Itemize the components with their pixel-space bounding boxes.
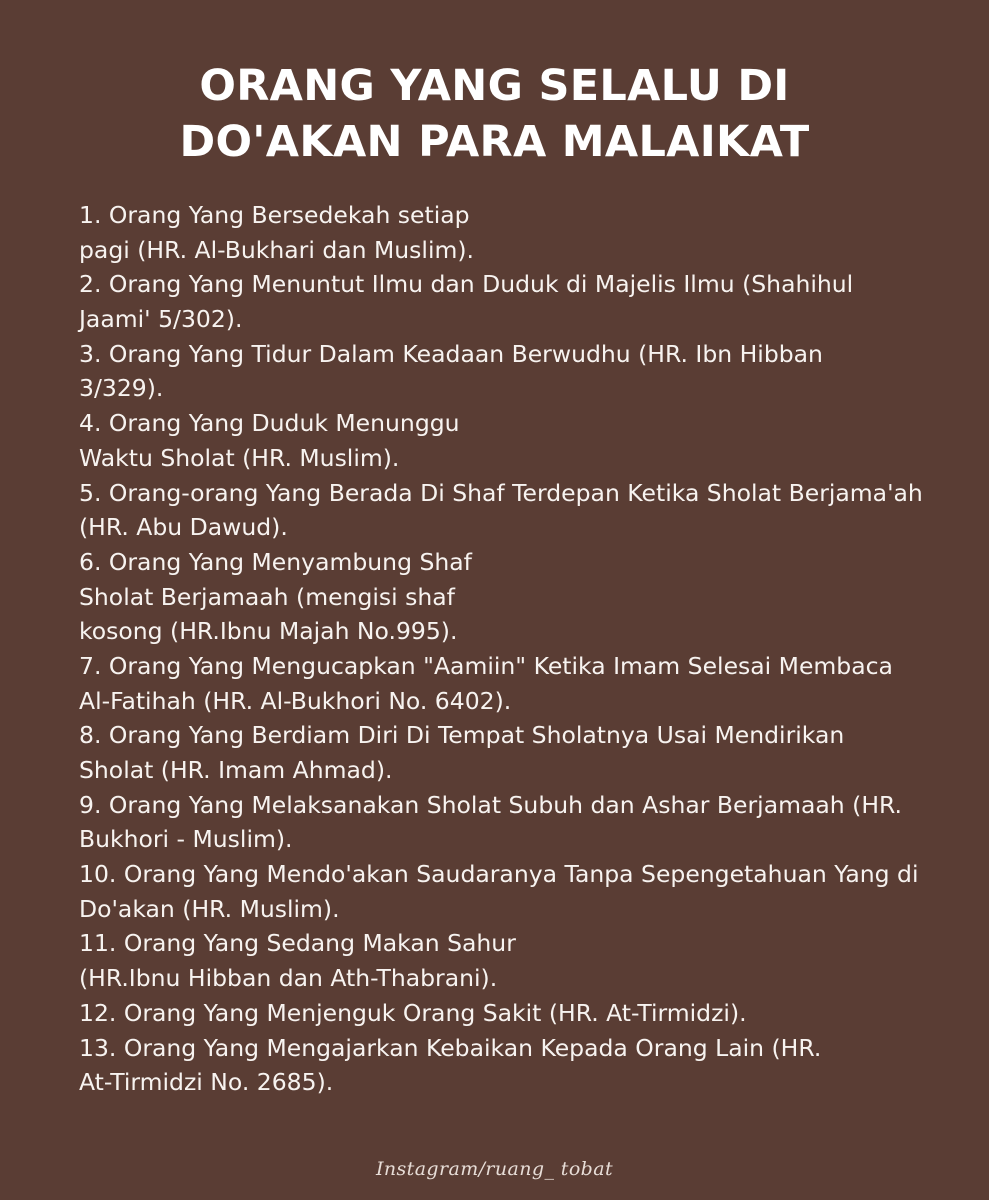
- list-line: 6. Orang Yang Menyambung Shaf: [79, 547, 472, 576]
- list-line: kosong (HR.Ibnu Majah No.995).: [79, 617, 458, 646]
- title-line-2: DO'AKAN PARA MALAIKAT: [179, 117, 810, 167]
- title-line-1: ORANG YANG SELALU DI: [199, 61, 790, 111]
- list-line: pagi (HR. Al-Bukhari dan Muslim).: [79, 235, 475, 264]
- list-line: Sholat (HR. Imam Ahmad).: [79, 756, 393, 784]
- list-line: Al-Fatihah (HR. Al-Bukhori No. 6402).: [79, 686, 512, 715]
- list-line: 4. Orang Yang Duduk Menunggu: [79, 409, 460, 438]
- list-line: 9. Orang Yang Melaksanakan Sholat Subuh dan Ashar Berjamaah (HR.: [79, 790, 902, 819]
- list-line: 3. Orang Yang Tidur Dalam Keadaan Berwudhu (HR. Ibn Hibban: [79, 339, 823, 368]
- list-line: 3/329).: [79, 374, 164, 403]
- list-line: 11. Orang Yang Sedang Makan Sahur: [79, 929, 516, 958]
- list-line: 12. Orang Yang Menjenguk Orang Sakit (HR. At-Tirmidzi).: [79, 998, 747, 1027]
- instagram-credit: Instagram/ruang_ tobat: [375, 1158, 614, 1180]
- list-line: 2. Orang Yang Menuntut Ilmu dan Duduk di Majelis Ilmu (Shahihul: [79, 270, 854, 299]
- list-line: Sholat Berjamaah (mengisi shaf: [79, 582, 455, 611]
- hadith-list: [79, 198, 939, 1100]
- list-line: 8. Orang Yang Berdiam Diri Di Tempat Sholatnya Usai Mendirikan: [79, 721, 845, 750]
- poster-title: [0, 58, 989, 170]
- list-line: 7. Orang Yang Mengucapkan "Aamiin" Ketika Imam Selesai Membaca: [79, 651, 893, 680]
- list-line: 1. Orang Yang Bersedekah setiap: [79, 201, 470, 229]
- list-line: Bukhori - Muslim).: [79, 825, 293, 854]
- list-line: 5. Orang-orang Yang Berada Di Shaf Terdepan Ketika Sholat Berjama'ah: [79, 478, 923, 507]
- list-line: (HR.Ibnu Hibban dan Ath-Thabrani).: [79, 964, 498, 993]
- list-line: Do'akan (HR. Muslim).: [79, 894, 340, 923]
- list-line: 13. Orang Yang Mengajarkan Kebaikan Kepada Orang Lain (HR.: [79, 1033, 822, 1062]
- list-line: At-Tirmidzi No. 2685).: [79, 1068, 334, 1097]
- list-line: Jaami' 5/302).: [79, 305, 243, 334]
- list-line: Waktu Sholat (HR. Muslim).: [79, 443, 400, 472]
- list-line: 10. Orang Yang Mendo'akan Saudaranya Tanpa Sepengetahuan Yang di: [79, 860, 919, 889]
- list-line: (HR. Abu Dawud).: [79, 513, 288, 542]
